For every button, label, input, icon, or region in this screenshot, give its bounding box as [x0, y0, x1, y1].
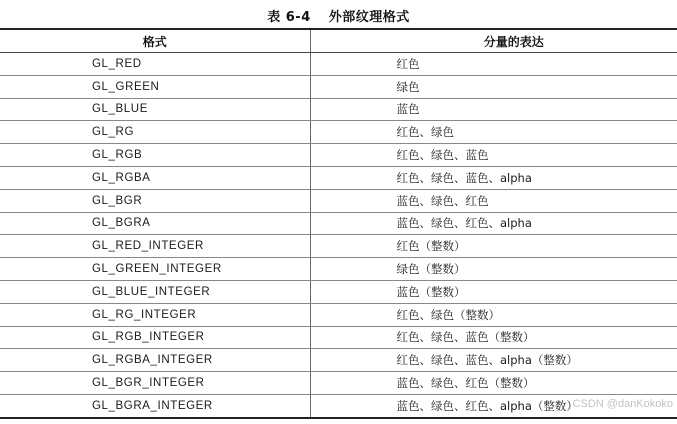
components-cell: 红色、绿色（整数） — [310, 303, 677, 326]
table-row — [0, 212, 677, 235]
format-cell: GL_RGBA — [0, 166, 310, 189]
table-row — [0, 53, 677, 76]
components-cell: 红色、绿色 — [310, 121, 677, 144]
header-format: 格式 — [0, 29, 310, 53]
components-cell: 绿色（整数） — [310, 258, 677, 281]
table-row — [0, 235, 677, 258]
table-row — [0, 189, 677, 212]
table-row — [0, 349, 677, 372]
format-cell: GL_RG_INTEGER — [0, 303, 310, 326]
table-row — [0, 326, 677, 349]
components-cell: 蓝色（整数） — [310, 280, 677, 303]
table-row — [0, 280, 677, 303]
format-table-container — [0, 28, 677, 419]
table-row — [0, 303, 677, 326]
format-cell: GL_BGR — [0, 189, 310, 212]
format-cell: GL_BGRA — [0, 212, 310, 235]
components-cell: 红色 — [310, 53, 677, 76]
table-row — [0, 121, 677, 144]
table-row — [0, 258, 677, 281]
components-cell: 蓝色、绿色、红色、alpha（整数） — [310, 394, 677, 417]
format-cell: GL_RGB — [0, 144, 310, 167]
format-cell: GL_BLUE_INTEGER — [0, 280, 310, 303]
format-cell: GL_RED_INTEGER — [0, 235, 310, 258]
table-row — [0, 144, 677, 167]
components-cell: 红色（整数） — [310, 235, 677, 258]
table-number: 表 6-4 — [267, 10, 311, 25]
table-caption — [0, 6, 677, 25]
components-cell: 蓝色、绿色、红色 — [310, 189, 677, 212]
table-row — [0, 372, 677, 395]
components-cell: 红色、绿色、蓝色（整数） — [310, 326, 677, 349]
components-cell: 绿色 — [310, 75, 677, 98]
format-cell: GL_GREEN — [0, 75, 310, 98]
components-cell: 红色、绿色、蓝色 — [310, 144, 677, 167]
format-cell: GL_RGBA_INTEGER — [0, 349, 310, 372]
external-texture-format-table — [0, 28, 677, 419]
format-cell: GL_RGB_INTEGER — [0, 326, 310, 349]
format-cell: GL_GREEN_INTEGER — [0, 258, 310, 281]
format-cell: GL_RED — [0, 53, 310, 76]
table-body — [0, 53, 677, 418]
watermark: CSDN @danKokoko — [572, 398, 673, 410]
format-cell: GL_BGRA_INTEGER — [0, 394, 310, 417]
header-components: 分量的表达 — [310, 29, 677, 53]
table-title: 外部纹理格式 — [328, 10, 410, 25]
table-row — [0, 98, 677, 121]
components-cell: 红色、绿色、蓝色、alpha（整数） — [310, 349, 677, 372]
table-row — [0, 166, 677, 189]
components-cell: 蓝色 — [310, 98, 677, 121]
table-header-row — [0, 29, 677, 53]
format-cell: GL_BLUE — [0, 98, 310, 121]
components-cell: 红色、绿色、蓝色、alpha — [310, 166, 677, 189]
table-row — [0, 75, 677, 98]
components-cell: 蓝色、绿色、红色（整数） — [310, 372, 677, 395]
format-cell: GL_BGR_INTEGER — [0, 372, 310, 395]
format-cell: GL_RG — [0, 121, 310, 144]
components-cell: 蓝色、绿色、红色、alpha — [310, 212, 677, 235]
